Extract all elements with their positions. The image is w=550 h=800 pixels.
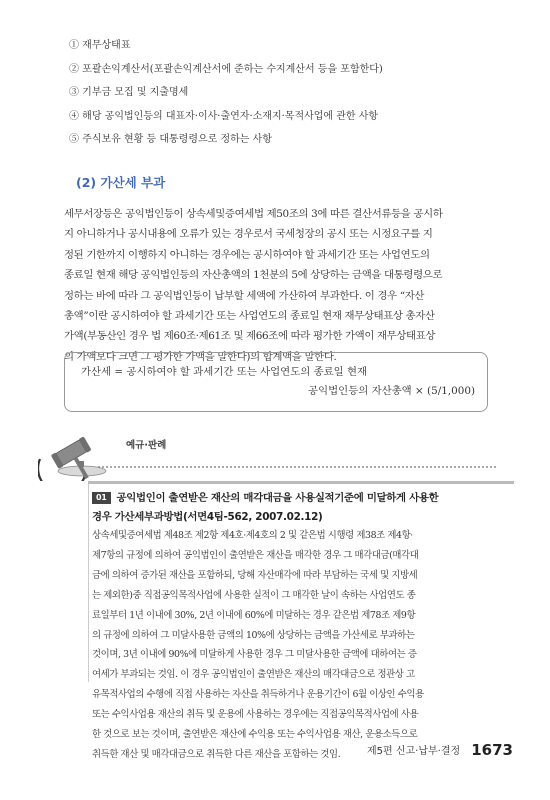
- case-body-line: 제7항의 규정에 의하여 공익법인이 출연받은 재산을 매각한 경우 그 매각대금(매각대: [92, 549, 419, 561]
- list-item: ② 포괄손익계산서(포괄손익계산서에 준하는 수지계산서 등을 포함한다): [69, 63, 383, 75]
- paragraph-line: 지 아니하거나 공시내용에 오류가 있는 경우로서 국세청장의 공시 또는 시정요구를 지: [64, 228, 433, 241]
- page-number: 1673: [471, 741, 513, 759]
- case-body-line: 것이며, 3년 이내에 90%에 미달하게 사용한 경우 그 미달사용한 금액에 대하여는 증: [92, 649, 417, 661]
- case-title: [92, 489, 512, 527]
- case-body-line: 유목적사업의 수행에 직접 사용하는 자산을 취득하거나 운용기간이 6월 이상인 수익용: [92, 689, 424, 701]
- paragraph-line: 의 가액보다 크면 그 평가한 가액을 말한다)의 합계액을 말한다.: [64, 350, 337, 363]
- list-item: ⑤ 주식보유 현황 등 대통령령으로 정하는 사항: [69, 134, 272, 145]
- formula-line-2: 공익법인등의 자산총액 × (5/1,000): [308, 385, 475, 397]
- list-item: ④ 해당 공익법인등의 대표자·이사·출연자·소재지·목적사업에 관한 사항: [69, 110, 379, 122]
- case-number-badge: 01: [92, 492, 111, 504]
- gavel-icon: [38, 423, 498, 481]
- paragraph-line: 정하는 바에 따라 그 공익법인등이 납부할 세액에 가산하여 부과한다. 이 경우 “자산: [64, 289, 425, 302]
- case-title-line-2: 경우 가산세부과방법(서면4팀-562, 2007.02.12): [92, 511, 323, 523]
- case-banner: [38, 423, 498, 481]
- case-banner-label: 예규·판례: [126, 440, 167, 451]
- disclosure-items-list: [69, 34, 509, 152]
- paragraph-line: 정된 기한까지 이행하지 아니하는 경우에는 공시하여야 할 과세기간 또는 사업연도의: [64, 248, 430, 261]
- case-body-line: 또는 수익사업용 재산의 취득 및 운용에 사용하는 경우에는 직접공익목적사업에 사용: [92, 709, 419, 721]
- paragraph-line: 종료일 현재 해당 공익법인등의 자산총액의 1천분의 5에 상당하는 금액을 대통령령으로: [64, 269, 443, 282]
- list-item: ③ 기부금 모집 및 지출명세: [69, 87, 189, 98]
- case-body: [92, 526, 512, 765]
- list-item: ① 재무상태표: [69, 40, 131, 51]
- paragraph-line: 총액”이란 공시하여야 할 과세기간 또는 사업연도의 종료일 현재 재무상태표상 총자산: [64, 310, 435, 323]
- case-body-line: 한 것으로 보는 것이며, 출연받은 재산에 수익용 또는 수익사업용 재산, 운용소득으로: [92, 729, 418, 741]
- section-heading: (2) 가산세 부과: [76, 175, 166, 190]
- case-title-line-1: 01 공익법인이 출연받은 재산의 매각대금을 사용실적기준에 미달하게 사용한: [92, 489, 512, 508]
- paragraph-line: 가액(부동산인 경우 법 제60조·제61조 및 제66조에 따라 평가한 가액이 재무상태표상: [64, 330, 436, 343]
- case-body-line: 료일부터 1년 이내에 30%, 2년 이내에 60%에 미달하는 경우 같은법 제78조 제9항: [92, 609, 416, 621]
- case-body-line: 여세가 부과되는 것임. 이 경우 공익법인이 출연받은 재산의 매각대금으로 정관상 고: [92, 669, 415, 681]
- formula-line-1: 가산세 = 공시하여야 할 과세기간 또는 사업연도의 종료일 현재: [81, 366, 368, 378]
- paragraph-line: 세무서장등은 공익법인등이 상속세및증여세법 제50조의 3에 따른 결산서류등을 공시하: [64, 208, 443, 220]
- formula-box: [64, 352, 488, 412]
- case-body-line: 금에 의하여 증가된 재산을 포함하되, 당해 자산매각에 따라 부담하는 국세 및 지방세: [92, 569, 418, 581]
- page-footer: [367, 739, 513, 759]
- case-body-line: 상속세및증여세법 제48조 제2항 제4호·제4호의 2 및 같은법 시행령 제38조 제4항·: [92, 530, 413, 541]
- case-body-line: 취득한 재산 및 매각대금으로 취득한 다른 재산을 포함하는 것임.: [92, 748, 341, 760]
- chapter-label: 제5편 신고·납부·결정: [366, 746, 461, 757]
- case-body-line: 의 규정에 의하여 그 미달사용한 금액의 10%에 상당하는 금액을 가산세로 부과하는: [92, 629, 415, 641]
- body-paragraph: [64, 204, 488, 367]
- case-body-line: 는 제외한)중 직접공익목적사업에 사용한 실적이 그 매각한 날이 속하는 사업연도 종: [92, 589, 416, 601]
